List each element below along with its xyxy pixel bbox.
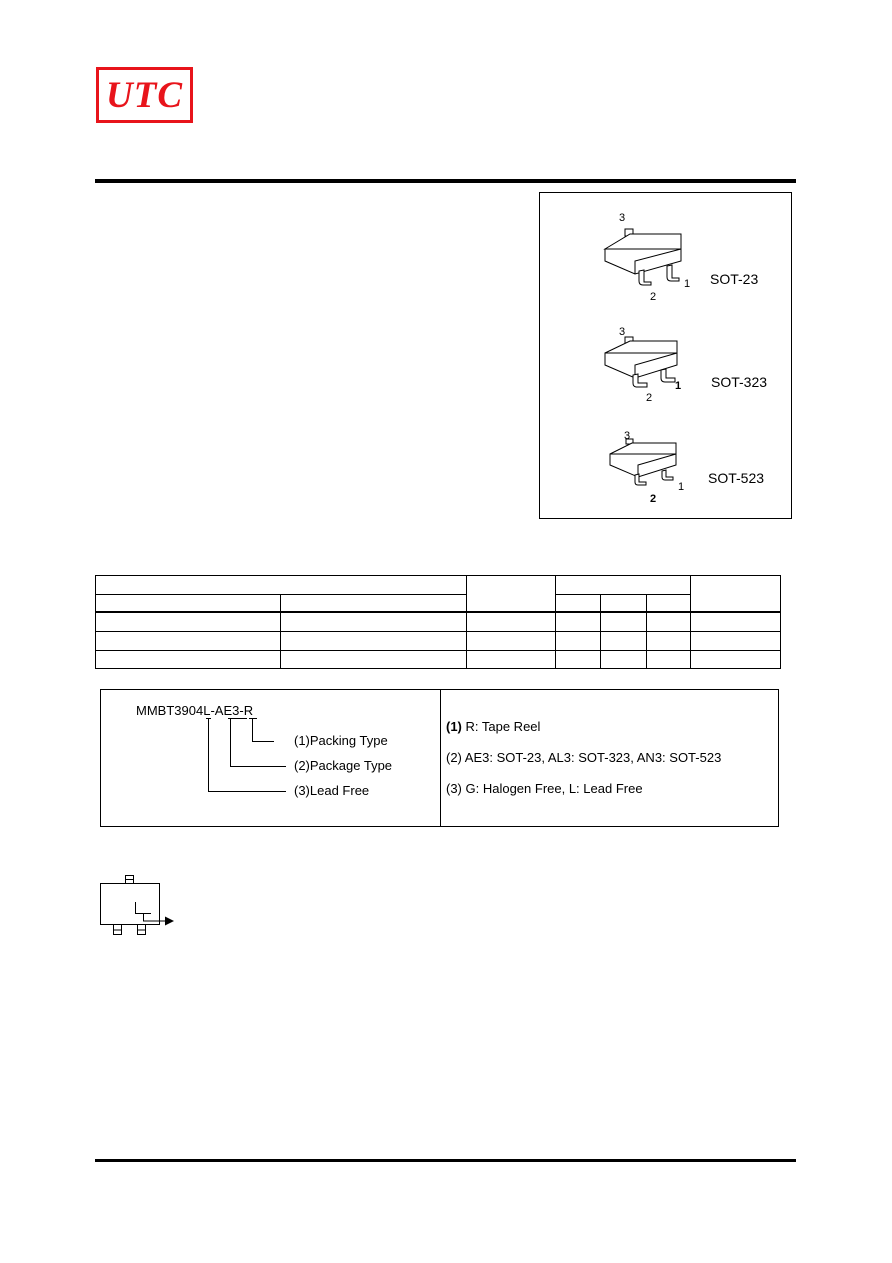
sot323-package-drawing: [595, 323, 695, 413]
part-number-box: [100, 689, 779, 827]
code-sep-1: -: [210, 703, 215, 718]
code-lead: L: [203, 703, 211, 718]
code-base: MMBT3904: [136, 703, 204, 718]
utc-logo: [96, 67, 193, 123]
ordering-information-table: [95, 575, 781, 669]
legend-packing-num: (1): [294, 733, 310, 748]
sot323-pin1-label: 1: [675, 380, 682, 392]
logo-text: UTC: [106, 74, 183, 116]
sot323-pin2-label: 2: [646, 392, 653, 404]
legend-lead-word: Lead Free: [309, 783, 370, 798]
sot523-label: SOT-523: [708, 470, 765, 486]
code-sep-2: -: [239, 703, 244, 718]
header-rule: [95, 179, 796, 183]
sot23-pin3-label: 3: [619, 212, 626, 224]
legend-packing-type: [294, 733, 388, 748]
note-1-text: R: Tape Reel: [461, 719, 541, 734]
note-package: (2) AE3: SOT-23, AL3: SOT-323, AN3: SOT-523: [446, 750, 722, 765]
logo-frame: [99, 70, 190, 120]
part-number-divider: [440, 690, 441, 826]
sot323-label: SOT-323: [711, 374, 768, 390]
note-lead-free: (3) G: Halogen Free, L: Lead Free: [446, 781, 643, 796]
legend-packing-word: Packing Type: [309, 733, 388, 748]
sot23-pin1-label: 1: [684, 278, 691, 290]
sot323-pin3-label: 3: [619, 326, 626, 338]
code-packing: R: [243, 703, 254, 718]
sot23-label: SOT-23: [710, 271, 759, 287]
legend-lead-num: (3): [294, 783, 310, 798]
marking-diagram: [95, 868, 185, 940]
footer-rule: [95, 1159, 796, 1162]
code-package: AE3: [214, 703, 240, 718]
sot523-pin3-label: 3: [624, 430, 631, 442]
sot523-pin1-label: 1: [678, 481, 685, 493]
note-packing: [446, 719, 540, 734]
note-1-num: (1): [446, 719, 462, 734]
legend-package-word: Package Type: [309, 758, 393, 773]
legend-package-num: (2): [294, 758, 310, 773]
package-outline-box: [539, 192, 792, 519]
sot523-package-drawing: [602, 429, 692, 509]
legend-package-type: [294, 758, 392, 773]
sot523-pin2-label: 2: [650, 493, 657, 505]
legend-lead-free: [294, 783, 369, 798]
sot23-pin2-label: 2: [650, 291, 657, 303]
sot23-package-drawing: [595, 211, 695, 306]
